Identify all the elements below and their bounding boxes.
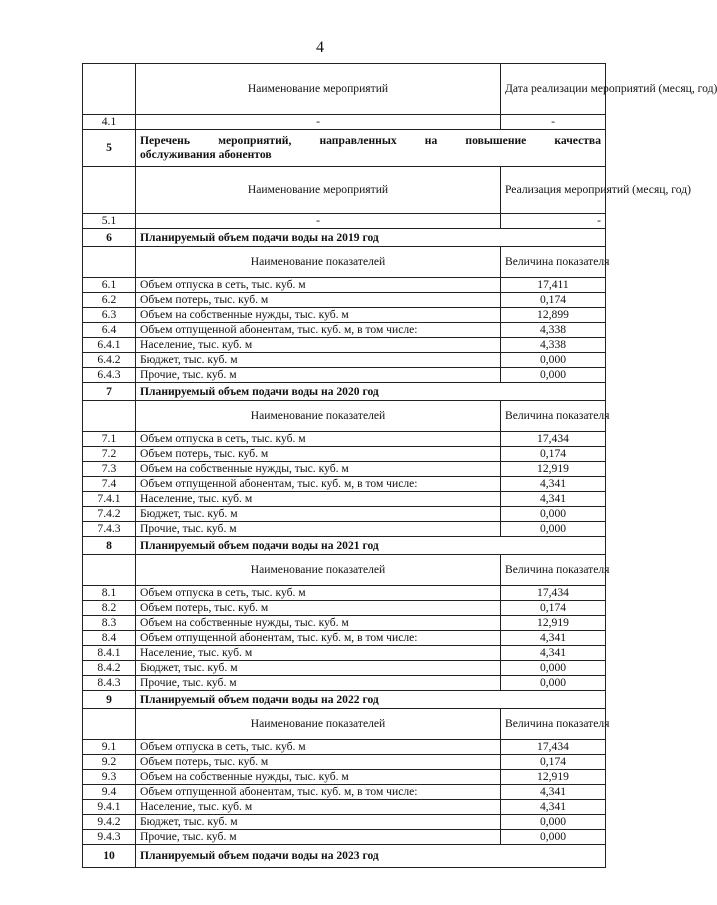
row-number: 6.2 (83, 293, 136, 308)
row-number: 7.4 (83, 477, 136, 492)
table-row (83, 477, 606, 492)
row-value: 17,434 (501, 432, 606, 447)
row-number: 6.4 (83, 323, 136, 338)
table-row (83, 115, 606, 130)
header-row-indicators (83, 709, 606, 740)
header-row-indicators (83, 555, 606, 586)
row-name: Объем отпущенной абонентам, тыс. куб. м, в том числе: (136, 477, 501, 492)
row-name: Население, тыс. куб. м (136, 800, 501, 815)
section-title: Планируемый объем подачи воды на 2022 год (136, 691, 606, 709)
row-number: 7.4.3 (83, 522, 136, 537)
row-value: - (501, 115, 606, 130)
table-row (83, 214, 606, 229)
row-number: 8.4.1 (83, 646, 136, 661)
row-value: 4,341 (501, 631, 606, 646)
row-name: Объем отпущенной абонентам, тыс. куб. м, в том числе: (136, 631, 501, 646)
header-empty-cell (83, 401, 136, 432)
row-value: 0,000 (501, 676, 606, 691)
section-title-line1: Перечень мероприятий, направленных на повышение качества (140, 134, 601, 147)
row-value: 0,174 (501, 755, 606, 770)
row-value: 0,000 (501, 368, 606, 383)
header-indicator-value: Величина показателя (501, 401, 606, 432)
section-number: 7 (83, 383, 136, 401)
table-row (83, 646, 606, 661)
row-number: 9.4.3 (83, 830, 136, 845)
section-row-9 (83, 691, 606, 709)
header-empty-cell (83, 247, 136, 278)
table-row (83, 308, 606, 323)
table-row (83, 661, 606, 676)
table-row (83, 740, 606, 755)
table-row (83, 785, 606, 800)
row-name: Объем на собственные нужды, тыс. куб. м (136, 308, 501, 323)
row-number: 9.3 (83, 770, 136, 785)
row-number: 7.4.2 (83, 507, 136, 522)
table-row (83, 353, 606, 368)
section-number: 6 (83, 229, 136, 247)
row-name: Прочие, тыс. куб. м (136, 830, 501, 845)
row-number: 9.4.1 (83, 800, 136, 815)
table-row (83, 507, 606, 522)
header-empty-cell (83, 709, 136, 740)
table-row (83, 368, 606, 383)
row-number: 7.1 (83, 432, 136, 447)
table-row (83, 815, 606, 830)
section-title: Планируемый объем подачи воды на 2019 год (136, 229, 606, 247)
table-row (83, 676, 606, 691)
section-row-6 (83, 229, 606, 247)
row-number: 6.3 (83, 308, 136, 323)
row-name: Объем потерь, тыс. куб. м (136, 447, 501, 462)
header-indicator-value: Величина показателя (501, 709, 606, 740)
row-value: 4,341 (501, 492, 606, 507)
row-name: Объем отпущенной абонентам, тыс. куб. м, в том числе: (136, 785, 501, 800)
row-value: 12,899 (501, 308, 606, 323)
row-name: Объем отпуска в сеть, тыс. куб. м (136, 432, 501, 447)
row-name: Бюджет, тыс. куб. м (136, 507, 501, 522)
row-name: Объем на собственные нужды, тыс. куб. м (136, 616, 501, 631)
row-number: 9.4.2 (83, 815, 136, 830)
table-row (83, 830, 606, 845)
table-row (83, 755, 606, 770)
row-name: Объем отпущенной абонентам, тыс. куб. м, в том числе: (136, 323, 501, 338)
row-number: 6.1 (83, 278, 136, 293)
section-number: 10 (83, 845, 136, 868)
table-row (83, 278, 606, 293)
table-row (83, 323, 606, 338)
row-value: - (501, 214, 606, 229)
row-value: 0,000 (501, 522, 606, 537)
header-empty-cell (83, 555, 136, 586)
section-title: Планируемый объем подачи воды на 2021 год (136, 537, 606, 555)
row-value: 0,000 (501, 830, 606, 845)
row-name: Объем отпуска в сеть, тыс. куб. м (136, 586, 501, 601)
header-measure-name: Наименование мероприятий (136, 167, 501, 214)
row-number: 6.4.2 (83, 353, 136, 368)
row-value: 4,338 (501, 338, 606, 353)
table-row (83, 338, 606, 353)
row-name: Население, тыс. куб. м (136, 338, 501, 353)
section-row-7 (83, 383, 606, 401)
row-name: Бюджет, тыс. куб. м (136, 815, 501, 830)
section-number: 8 (83, 537, 136, 555)
row-value: 0,000 (501, 661, 606, 676)
header-row-indicators (83, 247, 606, 278)
section-title: Планируемый объем подачи воды на 2023 год (136, 845, 606, 868)
row-value: 4,341 (501, 800, 606, 815)
row-value: 0,000 (501, 815, 606, 830)
row-name: Население, тыс. куб. м (136, 646, 501, 661)
table-row (83, 800, 606, 815)
row-number: 4.1 (83, 115, 136, 130)
row-name: - (136, 115, 501, 130)
table-row (83, 616, 606, 631)
row-number: 9.4 (83, 785, 136, 800)
row-value: 0,000 (501, 353, 606, 368)
table-row (83, 432, 606, 447)
row-name: - (136, 214, 501, 229)
row-name: Объем отпуска в сеть, тыс. куб. м (136, 740, 501, 755)
row-name: Прочие, тыс. куб. м (136, 676, 501, 691)
row-value: 4,341 (501, 477, 606, 492)
header-indicator-name: Наименование показателей (136, 555, 501, 586)
row-value: 12,919 (501, 616, 606, 631)
table-row (83, 447, 606, 462)
table-row (83, 462, 606, 477)
row-number: 8.2 (83, 601, 136, 616)
section-title (136, 130, 606, 167)
section-title-line2: обслуживания абонентов (140, 148, 272, 161)
row-number: 7.3 (83, 462, 136, 477)
row-value: 12,919 (501, 462, 606, 477)
section-number: 9 (83, 691, 136, 709)
row-number: 8.4 (83, 631, 136, 646)
row-value: 0,174 (501, 447, 606, 462)
header-implementation-date: Дата реализации мероприятий (месяц, год) (501, 64, 606, 115)
section-row-5 (83, 130, 606, 167)
header-indicator-name: Наименование показателей (136, 401, 501, 432)
row-value: 17,434 (501, 586, 606, 601)
table-row (83, 601, 606, 616)
row-number: 7.2 (83, 447, 136, 462)
table-row (83, 631, 606, 646)
header-row-measures-5 (83, 167, 606, 214)
row-name: Объем отпуска в сеть, тыс. куб. м (136, 278, 501, 293)
row-value: 0,000 (501, 507, 606, 522)
table-row (83, 293, 606, 308)
row-number: 5.1 (83, 214, 136, 229)
section-title: Планируемый объем подачи воды на 2020 год (136, 383, 606, 401)
row-name: Объем на собственные нужды, тыс. куб. м (136, 462, 501, 477)
row-value: 17,434 (501, 740, 606, 755)
row-name: Объем потерь, тыс. куб. м (136, 601, 501, 616)
row-name: Бюджет, тыс. куб. м (136, 661, 501, 676)
header-indicator-value: Величина показателя (501, 555, 606, 586)
row-value: 12,919 (501, 770, 606, 785)
row-name: Прочие, тыс. куб. м (136, 368, 501, 383)
header-row-indicators (83, 401, 606, 432)
header-indicator-name: Наименование показателей (136, 247, 501, 278)
row-value: 0,174 (501, 601, 606, 616)
row-name: Объем на собственные нужды, тыс. куб. м (136, 770, 501, 785)
row-number: 8.4.3 (83, 676, 136, 691)
row-number: 8.4.2 (83, 661, 136, 676)
row-number: 9.2 (83, 755, 136, 770)
row-value: 4,338 (501, 323, 606, 338)
row-name: Бюджет, тыс. куб. м (136, 353, 501, 368)
row-name: Объем потерь, тыс. куб. м (136, 755, 501, 770)
table-row (83, 522, 606, 537)
row-number: 6.4.1 (83, 338, 136, 353)
header-indicator-value: Величина показателя (501, 247, 606, 278)
section-row-8 (83, 537, 606, 555)
row-number: 7.4.1 (83, 492, 136, 507)
table-row (83, 492, 606, 507)
header-indicator-name: Наименование показателей (136, 709, 501, 740)
section-number: 5 (83, 130, 136, 167)
header-measure-name: Наименование мероприятий (136, 64, 501, 115)
row-number: 6.4.3 (83, 368, 136, 383)
header-row-measures (83, 64, 606, 115)
table-row (83, 770, 606, 785)
row-name: Прочие, тыс. куб. м (136, 522, 501, 537)
page-number: 4 (316, 39, 324, 56)
row-name: Население, тыс. куб. м (136, 492, 501, 507)
section-row-10 (83, 845, 606, 868)
table-row (83, 586, 606, 601)
measures-table (82, 63, 717, 868)
header-implementation: Реализация мероприятий (месяц, год) (501, 167, 606, 214)
row-value: 0,174 (501, 293, 606, 308)
row-number: 9.1 (83, 740, 136, 755)
row-name: Объем потерь, тыс. куб. м (136, 293, 501, 308)
row-value: 17,411 (501, 278, 606, 293)
row-number: 8.3 (83, 616, 136, 631)
row-number: 8.1 (83, 586, 136, 601)
row-value: 4,341 (501, 646, 606, 661)
row-value: 4,341 (501, 785, 606, 800)
